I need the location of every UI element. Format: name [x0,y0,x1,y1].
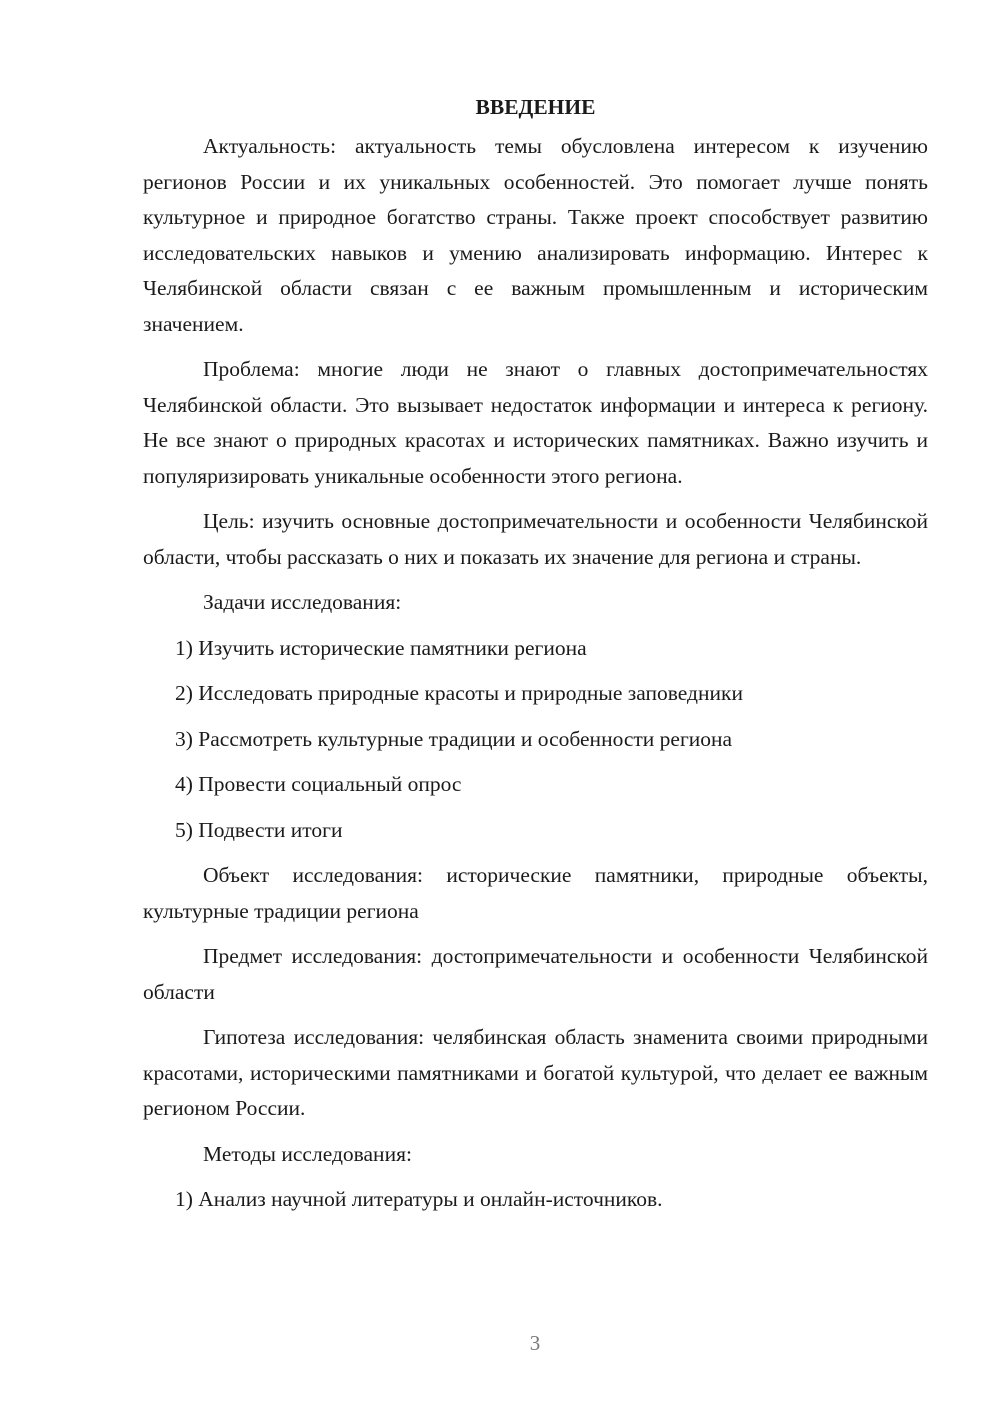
methods-heading: Методы исследования: [203,1141,412,1166]
list-item: 2) Исследовать природные красоты и природные заповедники [175,681,743,705]
list-item: 1) Анализ научной литературы и онлайн-источников. [175,1187,663,1211]
problem-paragraph: Проблема: многие люди не знают о главных достопримечательностях Челябинской области. Это вызывает недостаток информации и интереса к региону. Не все знают о природных красотах и исторических памятниках. Важно изучить и популяризировать уникальные особенности этого региона. [143,357,928,488]
list-item: 4) Провести социальный опрос [175,772,462,796]
list-item: 3) Рассмотреть культурные традиции и особенности региона [175,726,733,751]
page-number: 3 [529,1331,541,1355]
subject-paragraph: Предмет исследования: достопримечательности и особенности Челябинской области [143,944,928,1004]
tasks-heading: Задачи исследования: [203,590,402,614]
object-paragraph: Объект исследования: исторические памятники, природные объекты, культурные традиции региона [143,863,928,923]
relevance-paragraph: Актуальность: актуальность темы обусловлена интересом к изучению регионов России и их уникальных особенностей. Это помогает лучше понять культурное и природное богатство страны. Также проект способствует развитию исследовательских навыков и умению анализировать информацию. Интерес к Челябинской области связан с ее важным промышленным и историческим значением. [143,134,928,336]
list-item: 1) Изучить исторические памятники региона [175,635,587,660]
section-title: ВВЕДЕНИЕ [475,95,596,119]
methods-list [143,1182,928,1218]
hypothesis-paragraph: Гипотеза исследования: челябинская область знаменита своими природными красотами, историческими памятниками и богатой культурой, что делает ее важным регионом России. [143,1025,928,1120]
document-page [143,90,928,1228]
tasks-list [143,631,928,849]
list-item: 5) Подвести итоги [175,817,343,842]
goal-paragraph: Цель: изучить основные достопримечательности и особенности Челябинской области, чтобы рассказать о них и показать их значение для региона и страны. [143,509,928,569]
